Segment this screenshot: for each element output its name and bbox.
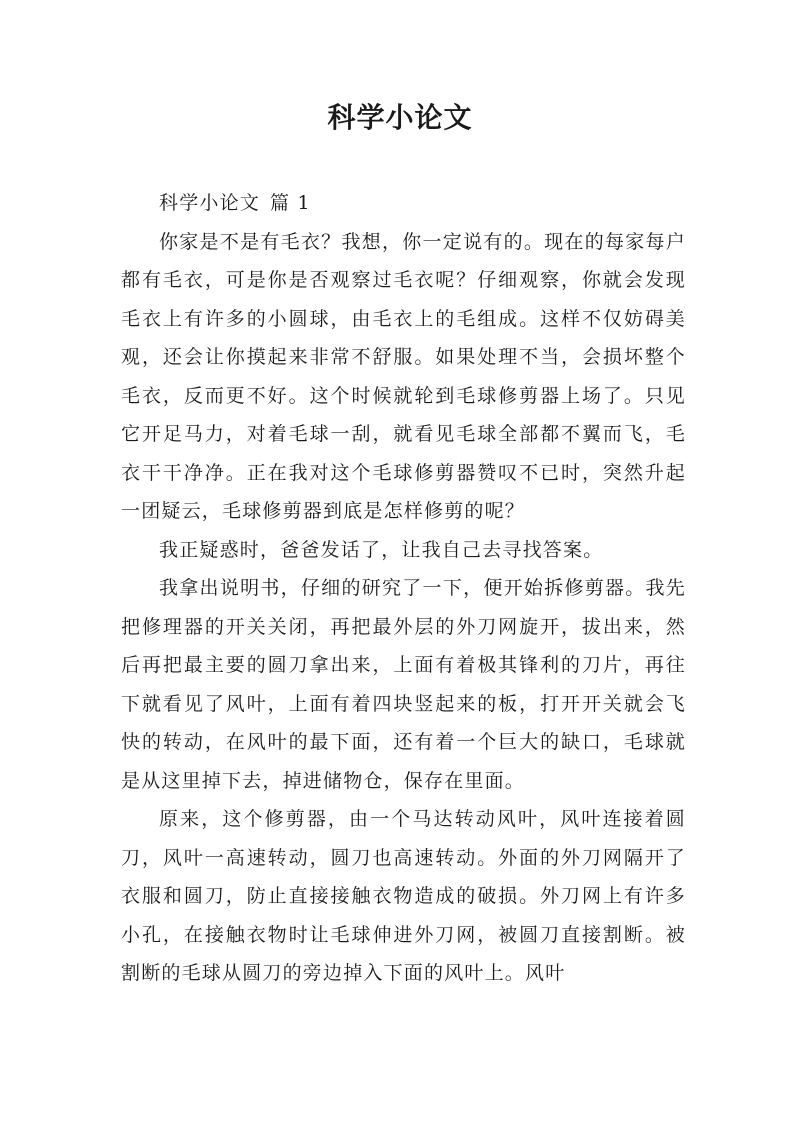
- section-heading: [121, 184, 686, 223]
- page-title: 科学小论文: [327, 101, 473, 134]
- section-heading-label: 科学小论文: [159, 192, 261, 214]
- section-number: 篇 1: [270, 192, 311, 214]
- paragraph-4: 原来，这个修剪器，由一个马达转动风叶，风叶连接着圆刀，风叶一高速转动，圆刀也高速转动。外面的外刀网隔开了衣服和圆刀，防止直接接触衣物造成的破损。外刀网上有许多小孔，在接触衣物时让毛球伸进外刀网，被圆刀直接割断。被割断的毛球从圆刀的旁边掉入下面的风叶上。风叶: [121, 808, 686, 984]
- paragraph-1: 你家是不是有毛衣？我想，你一定说有的。现在的每家每户都有毛衣，可是你是否观察过毛衣呢？仔细观察，你就会发现毛衣上有许多的小圆球，由毛衣上的毛组成。这样不仅妨碍美观，还会让你摸起来非常不舒服。如果处理不当，会损坏整个毛衣，反而更不好。这个时候就轮到毛球修剪器上场了。只见它开足马力，对着毛球一刮，就看见毛球全部都不翼而飞，毛衣干干净净。正在我对这个毛球修剪器赞叹不已时，突然升起一团疑云，毛球修剪器到底是怎样修剪的呢？: [121, 230, 686, 522]
- paragraph-2: 我正疑惑时，爸爸发话了，让我自己去寻找答案。: [159, 538, 604, 561]
- document-body: [121, 184, 686, 993]
- paragraph-3: 我拿出说明书，仔细的研究了一下，便开始拆修剪器。我先把修理器的开关关闭，再把最外层的外刀网旋开，拔出来，然后再把最主要的圆刀拿出来，上面有着极其锋利的刀片，再往下就看见了风叶，上面有着四块竖起来的板，打开开关就会飞快的转动，在风叶的最下面，还有着一个巨大的缺口，毛球就是从这里掉下去，掉进储物仓，保存在里面。: [121, 577, 686, 792]
